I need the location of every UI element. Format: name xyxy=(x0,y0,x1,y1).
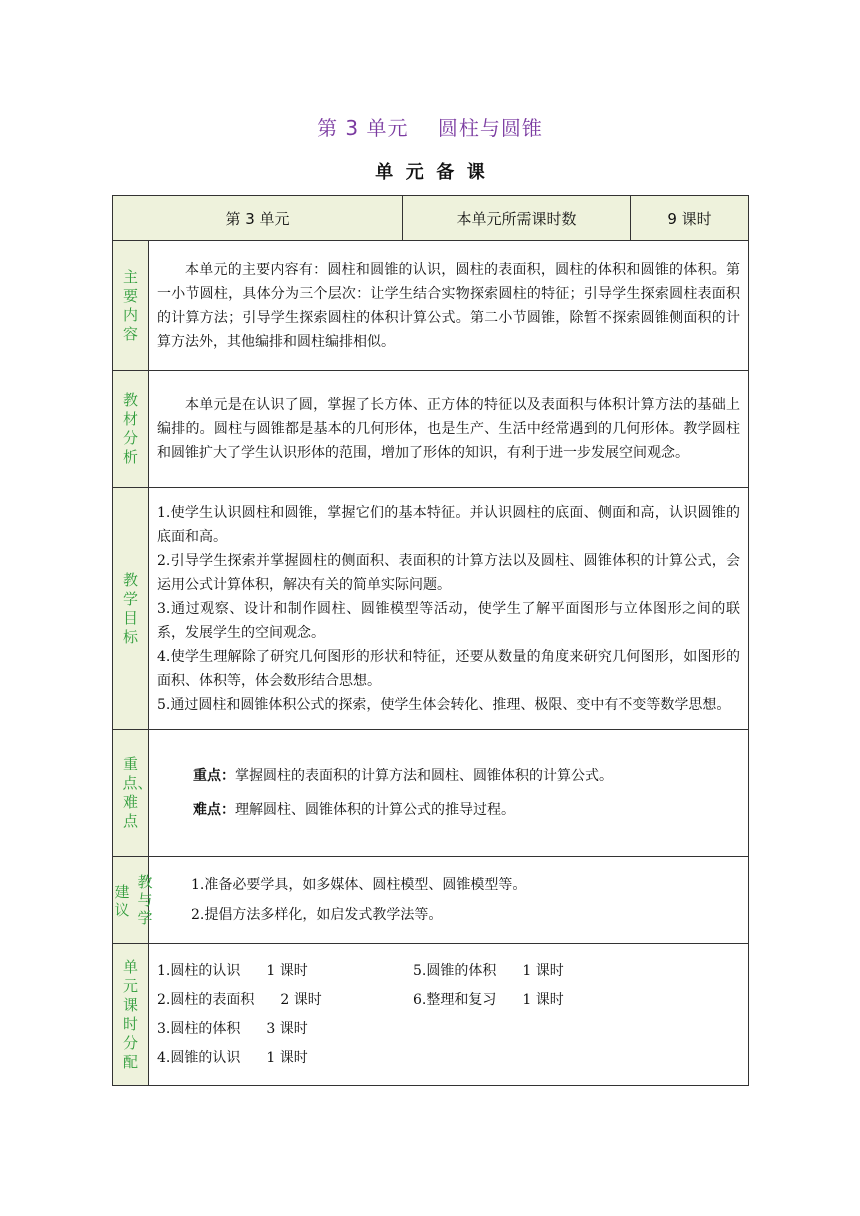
main-content-label-cell xyxy=(113,241,149,371)
lesson-name: 5.圆锥的体积 xyxy=(413,962,497,979)
lesson-hours: 1 课时 xyxy=(266,1049,308,1066)
schedule-label: 单元课时分配 xyxy=(122,957,138,1071)
goal-item: 3.通过观察、设计和制作圆柱、圆锥模型等活动，使学生了解平面图形与立体图形之间的联系，发展学生的空间观念。 xyxy=(157,600,740,641)
schedule-row xyxy=(113,944,749,1086)
main-content-label: 主要内容 xyxy=(122,267,138,343)
lesson-name: 4.圆锥的认识 xyxy=(157,1049,241,1066)
lesson-name: 1.圆柱的认识 xyxy=(157,962,241,979)
goal-item: 4.使学生理解除了研究几何图形的形状和特征，还要从数量的角度来研究几何图形，如图形的面积、体积等，体会数形结合思想。 xyxy=(157,648,740,689)
goal-item: 1.使学生认识圆柱和圆锥，掌握它们的基本特征。并认识圆柱的底面、侧面和高，认识圆锥的底面和高。 xyxy=(157,504,740,545)
main-content-text: 本单元的主要内容有：圆柱和圆锥的认识，圆柱的表面积，圆柱的体积和圆锥的体积。第一小节圆柱，具体分为三个层次：让学生结合实物探索圆柱的特征；引导学生探索圆柱表面积的计算方法；引导学生探索圆柱的体积计算公式。第二小节圆锥，除暂不探索圆锥侧面积的计算方法外，其他编排和圆柱编排相似。 xyxy=(149,241,749,371)
key-points-row xyxy=(113,730,749,857)
schedule-label-cell xyxy=(113,944,149,1086)
suggestions-label-part: 建议 xyxy=(114,883,130,919)
lesson-name: 6.整理和复习 xyxy=(413,991,497,1008)
schedule-line xyxy=(157,986,740,1015)
hours-label-cell: 本单元所需课时数 xyxy=(403,196,631,241)
lesson-hours: 1 课时 xyxy=(522,991,564,1008)
goals-row xyxy=(113,488,749,730)
key-points-label-cell xyxy=(113,730,153,857)
hours-value-cell: 9 课时 xyxy=(631,196,749,241)
material-analysis-text: 本单元是在认识了圆，掌握了长方体、正方体的特征以及表面积与体积计算方法的基础上编排的。圆柱与圆锥都是基本的几何形体，也是生产、生活中经常遇到的几何形体。教学圆柱和圆锥扩大了学生认识形体的范围，增加了形体的知识，有利于进一步发展空间观念。 xyxy=(149,371,749,488)
goals-label: 教学目标 xyxy=(122,570,138,646)
material-analysis-label: 教材分析 xyxy=(122,391,138,466)
schedule-cell xyxy=(149,944,749,1086)
lesson-hours: 1 课时 xyxy=(266,962,308,979)
difficulty-text: 理解圆柱、圆锥体积的计算公式的推导过程。 xyxy=(235,802,515,818)
lesson-hours: 1 课时 xyxy=(522,962,564,979)
goals-label-cell xyxy=(113,488,149,730)
unit-cell: 第 3 单元 xyxy=(113,196,403,241)
suggestion-item: 2.提倡方法多样化，如启发式教学法等。 xyxy=(191,907,443,923)
key-points-label: 重点、难点 xyxy=(122,755,153,830)
lesson-hours: 3 课时 xyxy=(266,1020,308,1037)
table-header-row xyxy=(113,196,749,241)
lesson-hours: 2 课时 xyxy=(280,991,322,1008)
key-point-text: 掌握圆柱的表面积的计算方法和圆柱、圆锥体积的计算公式。 xyxy=(235,768,613,784)
key-points-cell xyxy=(149,730,749,857)
suggestions-list xyxy=(149,857,749,944)
goal-item: 5.通过圆柱和圆锥体积公式的探索，使学生体会转化、推理、极限、变中有不变等数学思想。 xyxy=(157,696,731,713)
goal-item: 2.引导学生探索并掌握圆柱的侧面积、表面积的计算方法以及圆柱、圆锥体积的计算公式，会运用公式计算体积，解决有关的简单实际问题。 xyxy=(157,552,740,593)
page-title: 第 3 单元 圆柱与圆锥 xyxy=(317,116,543,140)
lesson-name: 3.圆柱的体积 xyxy=(157,1020,241,1037)
material-analysis-row xyxy=(113,371,749,488)
schedule-line xyxy=(157,957,740,986)
key-point-line xyxy=(157,761,740,791)
suggestions-row xyxy=(113,857,749,944)
lesson-plan-table xyxy=(112,195,749,1086)
suggestion-item: 1.准备必要学具，如多媒体、圆柱模型、圆锥模型等。 xyxy=(191,877,527,893)
material-analysis-label-cell xyxy=(113,371,149,488)
main-content-row xyxy=(113,241,749,371)
suggestions-label-part: 教与学 xyxy=(137,873,153,927)
suggestions-label-cell xyxy=(113,857,153,944)
page-subtitle: 单 元 备 课 xyxy=(375,162,485,183)
key-point-label: 重点： xyxy=(193,768,235,784)
difficulty-line xyxy=(157,795,740,825)
difficulty-label: 难点： xyxy=(193,802,235,818)
lesson-name: 2.圆柱的表面积 xyxy=(157,991,255,1008)
schedule-line xyxy=(157,1015,740,1044)
schedule-line xyxy=(157,1044,740,1073)
goals-list xyxy=(149,488,749,730)
